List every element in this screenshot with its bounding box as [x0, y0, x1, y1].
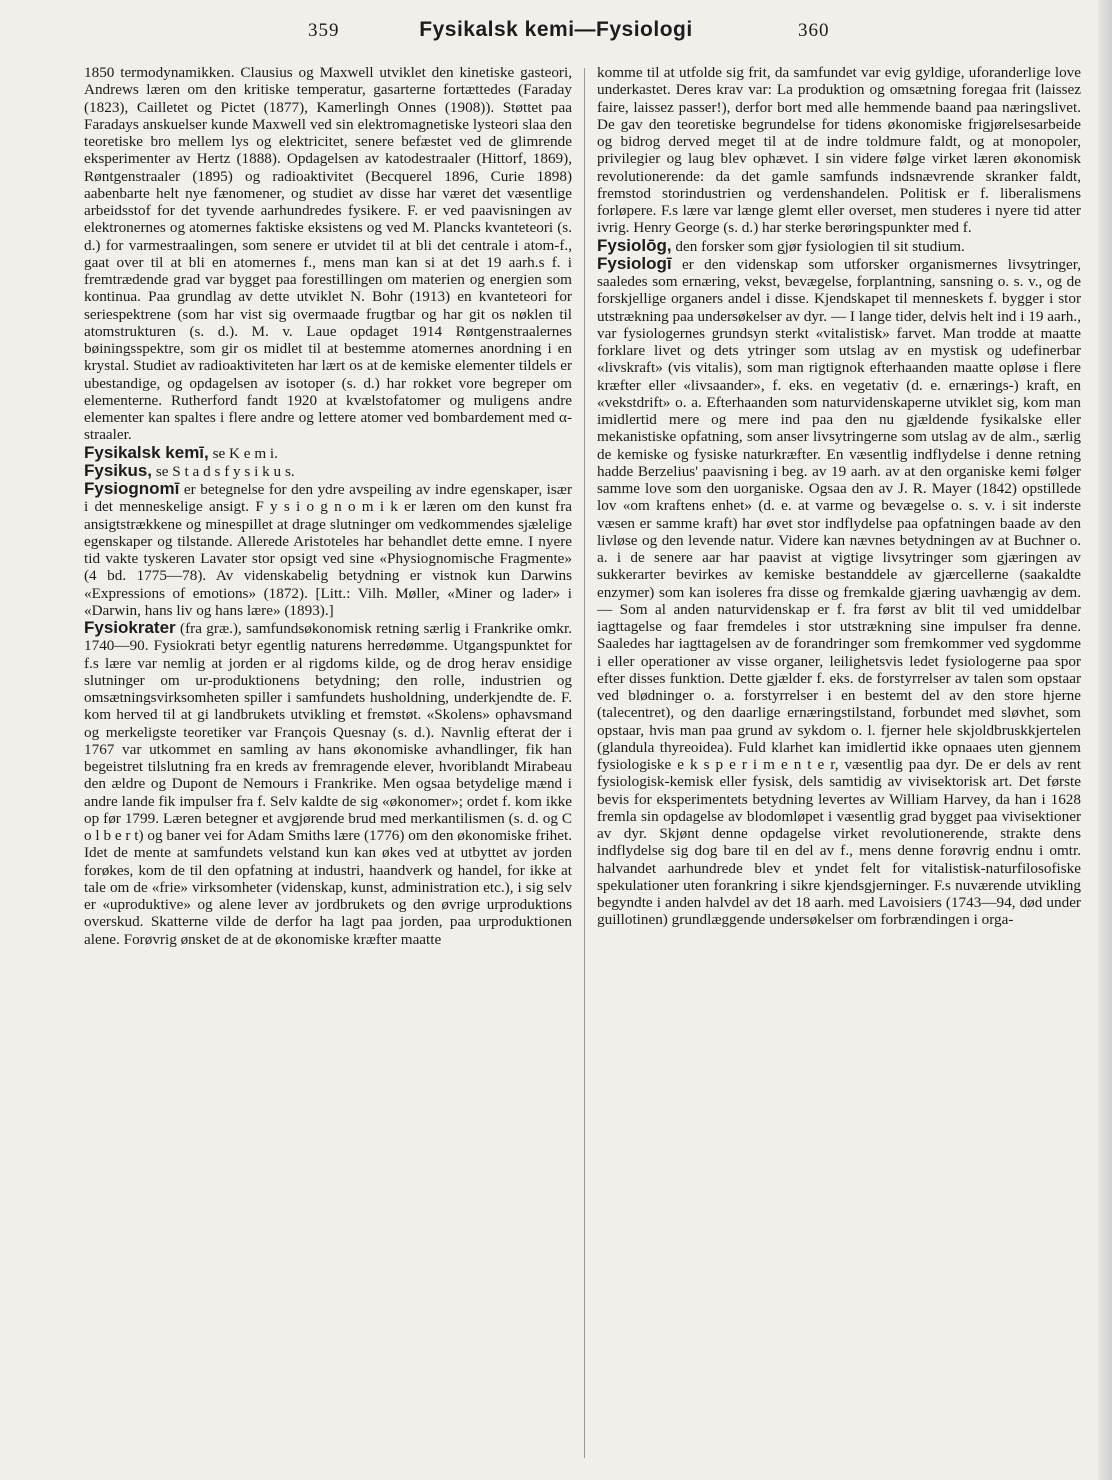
entry-headword: Fysiologī: [597, 253, 672, 273]
page-number-left: 359: [308, 20, 340, 41]
continued-paragraph: komme til at utfolde sig frit, da samfundet var evig gyldige, uforanderlige love underkastet. Deres krav var: La produktion og omsætning foregaa frit (laissez faire, laissez passer!), derfor bort med alle hemmende baand paa næringslivet. De gav den teoretiske begrundelse for tidens økonomiske frigjørelsesarbeide og bidrog derved meget til at de indre toldmure faldt, og at monopoler, privilegier og laug blev ophævet. I sin videre følge virket læren økonomisk revolutionerende: da det gamle samfunds indsnævrende skranker faldt, fremstod storindustrien og verdenshandelen. Politisk er f. liberalismens forløpere. F.s lære var længe glemt eller overset, men studeres i nyere tid atter ivrig. Henry George (s. d.) har sterke berøringspunkter med f.: [597, 64, 1081, 237]
entry-fysiokrater: [84, 619, 572, 948]
continued-paragraph: 1850 termodynamikken. Clausius og Maxwell utviklet den kinetiske gasteori, Andrews læren om den kritiske temperatur, gasarterne fortættedes (Faraday (1823), Cailletet og Pictet (1877), Kamerlingh Onnes (1908)). Støttet paa Faradays anskuelser kunde Maxwell ved sin elektromagnetiske lysteori slaa den teoretiske bro mellem lys og elektricitet, senere befæstet ved de glimrende eksperimenter av Hertz (1888). Opdagelsen av katodestraaler (Hittorf, 1869), Røntgenstraaler (1895) og radioaktivitet (Becquerel 1896, Curie 1898) aabenbarte helt nye fænomener, og studiet av disse har været det væsentlige arbeidsstof for det tyvende aarhundredes fysikere. F. er ved paavisningen av elektronernes og atomernes faktiske eksistens og ved M. Plancks kvanteteori (s. d.) for varmestraalingen, som senere er utvidet til at bli det centrale i atom-f., gaat over til at bli en atomernes f., mens man kan si at det 19 aarh.s f. i fremtrædende grad var bygget paa forestillingen om materien og energien som kontinua. Paa grundlag av dette utviklet N. Bohr (1913) en kvanteteori for seriespektrene (som har vist sig overmaade frugtbar og har git os nøklen til atomstrukturen (s. d.). M. v. Laue opdaget 1914 Røntgenstraalernes bøiningsspektre, som gir os midlet til at bestemme atomernes anordning i en krystal. Studiet av radioaktiviteten har lært os at de kemiske elementer tildels er ubestandige, og opdagelsen av isotoper (s. d.) har rokket vore begreper om elementerne. Rutherford fandt 1920 at kvælstofatomer og muligens andre elementer kan spaltes i flere andre og lettere atomer ved bombardement med α-straaler.: [84, 64, 572, 444]
page-number-right: 360: [798, 20, 830, 41]
entry-text: se S t a d s f y s i k u s.: [152, 462, 295, 480]
entry-headword: Fysikus,: [84, 460, 153, 480]
entry-text: er betegnelse for den ydre avspeiling av indre egenskaper, især i det menneskelige ansigt. F y s i o g n o m i k er læren om den kunst fra ansigtstrækkene og minespillet at drage slutninger om vedkommendes sjælelige egenskaper og tilstande. Allerede Aristoteles har behandlet dette emne. I nyere tid vakte tyskeren Lavater stor opsigt ved sine «Physiognomische Fragmente» (4 bd. 1775—78). Av videnskabelig betydning er vistnok kun Darwins «Expressions of emotions» (1872). [Litt.: Vilh. Møller, «Miner og lader» i «Darwin, hans liv og hans lære» (1893).]: [84, 481, 572, 619]
running-title: Fysikalsk kemi—Fysiologi: [419, 18, 693, 41]
entry-fysiologi: [597, 255, 1081, 929]
entry-fysiognomi: [84, 480, 572, 619]
entry-text: (fra græ.), samfundsøkonomisk retning særlig i Frankrike omkr. 1740—90. Fysiokrati betyr egentlig naturens herredømme. Utgangspunktet for f.s lære var nemlig at jorden er al rigdoms kilde, og de drog herav ensidige slutninger om ur-produktionens betydning; den rolle, industrien og omsætningsvirksomheten spiller i samfundets husholdning, underkjendte de. F. kom herved til at gi landbrukets utvikling et fremstøt. «Skolens» ophavsmand og merkeligste teoretiker var François Quesnay (s. d.). Navnlig efterat der i 1767 var utkommet en samling av hans økonomiske avhandlinger, fik han begeistret tilslutning fra en kreds av fremragende elever, hvoriblandt Mirabeau den ældre og Dupont de Nemours i Frankrike. Men ogsaa betydelige mænd i andre lande fik impulser fra f. Selv kaldte de sig «økonomer»; ordet f. kom ikke op før 1799. Læren betegner et avgjørende brud med merkantilismen (s. d. og C o l b e r t) og baner vei for Adam Smiths lære (1776) om den økonomiske frihet. Idet de mente at samfundets velstand kun kan økes ved at utbyttet av jorden forøkes, kom de til den opfatning at industri, haandverk og handel, for ikke at tale om de «frie» virksomheter (videnskap, kunst, administration etc.), i sig selv er «uproduktive» og alene lever av jordbrukets og den øvrige urproduktions overskud. Skatterne vilde de derfor ha lagt paa jorden, paa urproduktionen alene. Forøvrig ønsket de at de økonomiske kræfter maatte: [84, 620, 572, 948]
entry-headword: Fysiognomī: [84, 479, 180, 498]
page-edge-shadow: [1098, 0, 1112, 1480]
entry-fysikus: [84, 462, 572, 480]
left-column: [84, 64, 572, 1464]
entry-fysiolog: [597, 237, 1081, 255]
entry-headword: Fysiokrater: [84, 618, 176, 637]
entry-text: er den videnskap som utforsker organismernes livsytringer, saaledes som ernæring, vekst, bevægelse, forplantning, sansning o. s. v., og de forskjellige organers andel i disse. Kjendskapet til menneskets f. bygger i stor utstrækning paa undersøkelser av dyr. — I lange tider, delvis helt ind i 19 aarh., var fysiologernes grundsyn sterkt «vitalistisk» farvet. Man trodde at maatte forklare livet og dets ytringer som utslag av en mystisk og udefinerbar «livskraft» (vis vitalis), som man rigtignok efterhaanden maatte opløse i flere kræfter eller «livsaander», f. eks. en vegetativ (d. e. ernærings-) kraft, en «vekstdrift» o. a. Efterhaanden som naturvidenskaperne utviklet sig, kom man imidlertid mere og mere ind paa den nu gjældende fysikalske eller mekanistiske opfatning, som anser livsytringerne som utslag av de alm., særlig de kemiske og fysiske naturkræfter. En væsentlig indflydelse i denne retning hadde Berzelius' paavisning i beg. av 19 aarh. av at den organiske kemi følger samme love som den uorganiske. Ogsaa den av J. R. Mayer (1842) opstillede lov «om kraftens enhet» (d. e. at varme og bevægelse o. s. v. i sit inderste væsen er samme kraft) har øvet stor indflydelse paa opfatningen baade av den livløse og den levende natur. Videre kan nævnes betydningen av at Buchner o. a. i de senere aar har paavist at vigtige livsytringer som gjæringen av sukkerarter bevirkes av kemiske bestanddele av gjærcellerne (saakaldte enzymer) som kan isoleres fra disse og fremkalde gjæring uavhængig av dem. — Som al anden naturvidenskap er f. fra først av blit til ved umiddelbar iagttagelse og faar fremdeles i stor utstrækning sine impulser fra denne. Saaledes har iagttagelsen av de forandringer som fremkommer ved sygdomme i eller operationer av visse organer, leilighetsvis ledet fysiologerne paa spor efter disses funktion. Dette gjælder f. eks. de forstyrrelser av talen som opstaar ved blødninger o. a. forstyrrelser i en bestemt del av den store hjerne (talecentret), og den daarlige ernæringstilstand, forbundet med sløvhet, som opstaar, hvis man paa grund av sykdom o. l. fjerner hele skjoldbruskkjertelen (glandula thyreoidea). Fuld klarhet kan imidlertid ikke opnaaes uten gjennem fysiologiske e k s p e r i m e n t e r, væsentlig paa dyr. De er dels av rent fysiologisk-kemisk eller fysisk, dels samtidig av vivisektorisk art. Det første bevis for eksperimentets betydning levertes av William Harvey, da han i 1628 fremla sin opdagelse av blodomløpet i væsentlig grad bygget paa vivisektioner av dyr. Skjønt denne opdagelse virket revolutionerende, strakte dens indflydelse sig dog bare til en del av f., mens denne forøvrig endnu i omtr. halvandet aarhundrede blev et yndet felt for vitalistisk-naturfilosofiske spekulationer uten forankring i sikre kjendsgjerninger. F.s nuværende utvikling begyndte i anden halvdel av det 18 aarh. med Lavoisiers (1743—94, død under guillotinen) grundlæggende undersøkelser om forbrændingen i orga-: [597, 255, 1081, 929]
page-header: [0, 14, 1112, 50]
column-divider: [584, 68, 585, 1458]
entry-text: den forsker som gjør fysiologien til sit studium.: [671, 237, 965, 255]
entry-headword: Fysiolōg,: [597, 235, 672, 255]
entry-text: se K e m i.: [208, 444, 278, 462]
right-column: [597, 64, 1081, 1464]
entry-headword: Fysikalsk kemī,: [84, 442, 209, 462]
entry-fysikalsk-kemi: [84, 444, 572, 462]
